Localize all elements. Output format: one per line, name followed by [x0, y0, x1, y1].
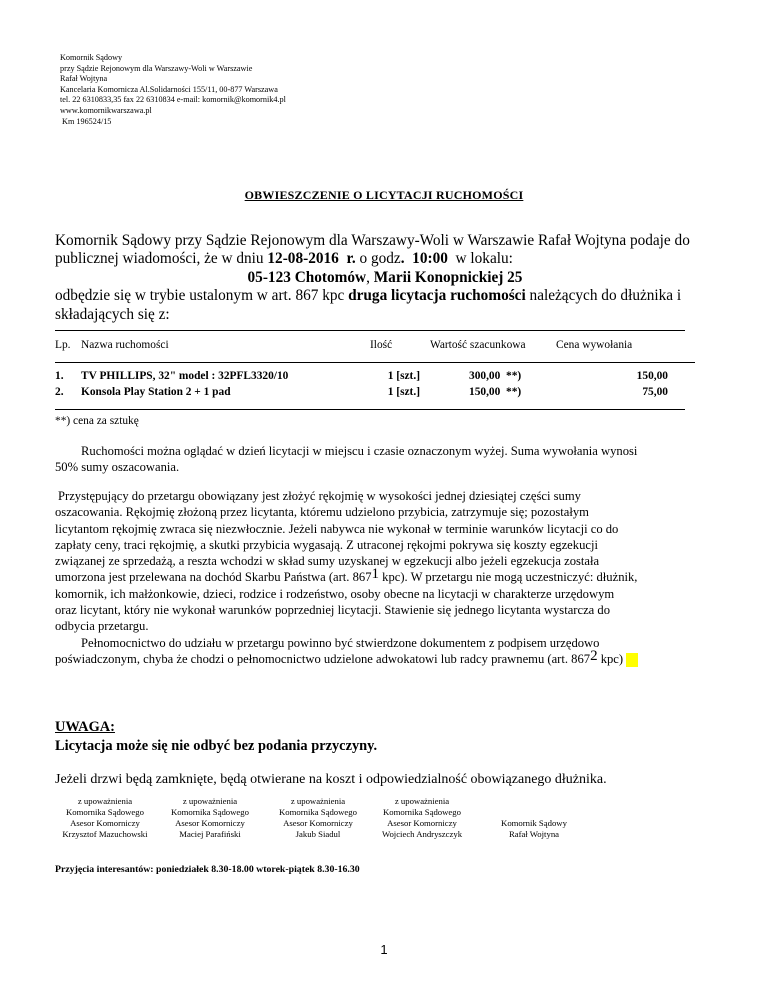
letterhead-line: Komornik Sądowy [60, 53, 123, 62]
paragraph-line: oraz licytant, który nie wykonał warunków poprzedniej licytacji. Stawienie się jednego licytanta wystarcza do [55, 603, 610, 618]
table-header-rule [55, 362, 695, 363]
announcement-intro [55, 232, 715, 324]
table-header-price: Cena wywołania [556, 339, 633, 351]
signature-block: Komornik Sądowy Rafał Wojtyna [501, 818, 567, 839]
notice-heading: UWAGA: [55, 719, 115, 735]
signature-block: z upoważnienia Komornika Sądowego Asesor Komorniczy Wojciech Andryszczyk [381, 796, 463, 839]
row-lp: 2. [55, 386, 64, 398]
intro-line: publicznej wiadomości, że w dniu 12-08-2016 r. o godz. 10:00 w lokalu: [55, 250, 513, 268]
auction-date: 12-08-2016 [267, 250, 339, 268]
signature-block: z upoważnienia Komornika Sądowego Asesor Komorniczy Krzysztof Mazuchowski [62, 796, 148, 839]
table-header-lp: Lp. [55, 339, 71, 351]
table-footnote: **) cena za sztukę [55, 415, 139, 427]
power-of-attorney-paragraph [55, 635, 712, 668]
signature-block: z upoważnienia Komornika Sądowego Asesor Komorniczy Maciej Parafiński [171, 796, 249, 839]
deposit-paragraph [55, 488, 712, 635]
table-top-rule [55, 330, 685, 331]
paragraph-line: 50% sumy oszacowania. [55, 460, 180, 475]
paragraph-line: komornik, ich małżonkowie, dzieci, rodzice i rodzeństwo, osoby obecne na licytacji w charakterze urzędowym [55, 586, 615, 601]
intro-line: Komornik Sądowy przy Sądzie Rejonowym dla Warszawy-Woli w Warszawie Rafał Wojtyna podaje do [55, 232, 690, 249]
paragraph-line: oszacowania. Rękojmię złożoną przez licytanta, któremu udzielono przybicia, zatrzymuje się; pozostałym [55, 505, 589, 520]
row-name: TV PHILLIPS, 32" model : 32PFL3320/10 [81, 370, 289, 382]
signature-block: z upoważnienia Komornika Sądowego Asesor Komorniczy Jakub Siadul [279, 796, 357, 839]
letterhead-line: przy Sądzie Rejonowym dla Warszawy-Woli w Warszawie [60, 63, 253, 73]
viewing-paragraph [55, 443, 712, 476]
table-header-qty: Ilość [370, 339, 393, 351]
intro-line: odbędzie się w trybie ustalonym w art. 867 kpc druga licytacja ruchomości należących do dłużnika i [55, 287, 682, 305]
row-value: 300,00 **) [469, 370, 522, 382]
paragraph-line: licytantom rękojmię zwraca się niezwłocznie. Jeżeli nabywca nie wykonał w terminie warunków licytacji co do [55, 521, 619, 536]
table-header-name: Nazwa ruchomości [81, 339, 169, 351]
intro-line: składających się z: [55, 305, 170, 323]
row-lp: 1. [55, 370, 64, 382]
doors-notice: Jeżeli drzwi będą zamknięte, będą otwierane na koszt i odpowiedzialność obowiązanego dłużnika. [55, 772, 607, 787]
table-bottom-rule [55, 409, 685, 410]
paragraph-line: zapłaty ceny, traci rękojmię, a skutki przybicia wygasają. Z utraconej rękojmi pokrywa się koszty egzekucji [55, 537, 598, 552]
paragraph-line: Przystępujący do przetargu obowiązany jest złożyć rękojmię w wysokości jednej dziesiątej części sumy [58, 489, 581, 503]
letterhead-line: www.komornikwarszawa.pl [60, 105, 152, 115]
row-name: Konsola Play Station 2 + 1 pad [81, 386, 231, 398]
document-title: OBWIESZCZENIE O LICYTACJI RUCHOMOŚCI [244, 188, 524, 202]
superscript: 1 [371, 566, 379, 583]
paragraph-line: odbycia przetargu. [55, 619, 149, 634]
letterhead-line: tel. 22 6310833,35 fax 22 6310834 e-mail: komornik@komornik4.pl [60, 95, 286, 105]
row-value: 150,00 **) [469, 386, 522, 398]
auction-address: 05-123 Chotomów, Marii Konopnickiej 25 [247, 268, 523, 286]
paragraph-line: Ruchomości można oglądać w dzień licytacji w miejscu i czasie oznaczonym wyżej. Suma wywołania wynosi [81, 444, 638, 458]
highlight-mark [626, 653, 638, 667]
office-hours: Przyjęcia interesantów: poniedziałek 8.30-18.00 wtorek-piątek 8.30-16.30 [55, 864, 360, 875]
case-number: Km 196524/15 [60, 116, 112, 126]
paragraph-line: związanej ze sprzedażą, a reszta wchodzi w skład sumy uzyskanej w egzekucji albo jeżeli egzekucja została [55, 554, 600, 569]
superscript: 2 [590, 648, 598, 665]
row-qty: 1 [szt.] [387, 386, 420, 398]
row-qty: 1 [szt.] [387, 370, 420, 382]
letterhead-line: Rafał Wojtyna [60, 74, 108, 84]
row-price: 150,00 [636, 370, 668, 382]
notice-text: Licytacja może się nie odbyć bez podania przyczyny. [55, 738, 378, 754]
paragraph-line: umorzona jest przelewana na dochód Skarbu Państwa (art. 8671 kpc). W przetargu nie mogą uczestniczyć: dłużnik, [55, 566, 638, 585]
paragraph-line: Pełnomocnictwo do udziału w przetargu powinno być stwierdzone dokumentem z podpisem urzędowo [81, 636, 600, 650]
letterhead [60, 53, 286, 127]
auction-time: . 10:00 [400, 250, 448, 268]
table-header-value: Wartość szacunkowa [430, 339, 526, 351]
paragraph-line: poświadczonym, chyba że chodzi o pełnomocnictwo udzielone adwokatowi lub radcy prawnemu (art. 8672 kpc) [55, 651, 712, 667]
row-price: 75,00 [642, 386, 668, 398]
letterhead-line: Kancelaria Komornicza Al.Solidarności 155/11, 00-877 Warszawa [60, 84, 278, 94]
page-number: 1 [380, 942, 388, 957]
notice-block [55, 718, 377, 756]
